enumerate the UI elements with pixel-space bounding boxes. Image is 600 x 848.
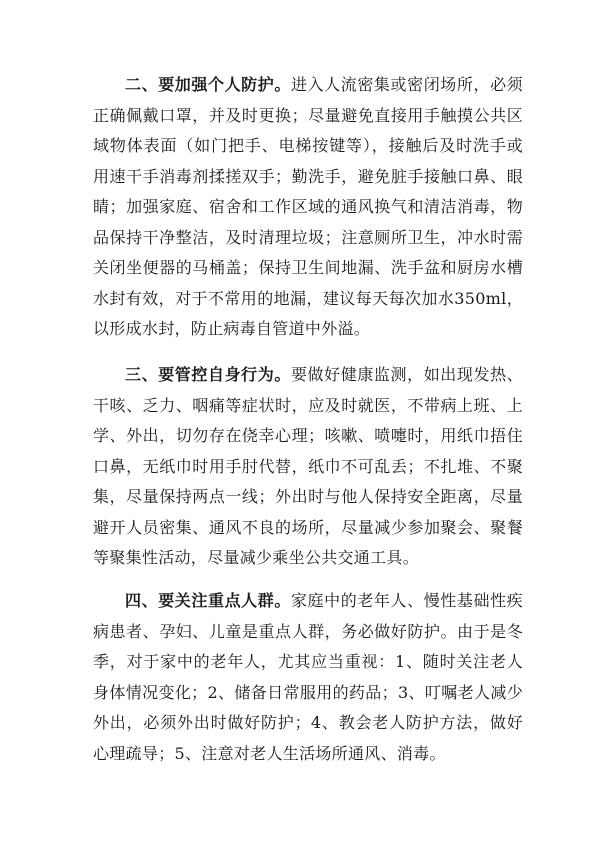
paragraph-body: 进入人流密集或密闭场所，必须正确佩戴口罩，并及时更换；尽量避免直接用手触摸公共区域物体表面（如门把手、电梯按键等），接触后及时洗手或用速干手消毒剂揉搓双手；勤洗手，避免脏手接触口鼻、眼睛；加强家庭、宿舍和工作区域的通风换气和清洁消毒，物品保持干净整洁，及时清理垃圾；注意厕所卫生，冲水时需关闭坐便器的马桶盖；保持卫生间地漏、洗手盆和厨房水槽水封有效，对于不常用的地漏，建议每天每次加水350ml，以形成水封，防止病毒自管道中外溢。 xyxy=(93,75,523,338)
paragraph-body: 家庭中的老年人、慢性基础性疾病患者、孕妇、儿童是重点人群，务必做好防护。由于是冬季，对于家中的老年人，尤其应当重视：1、随时关注老人身体情况变化；2、储备日常服用的药品；3、叮嘱老人减少外出，必须外出时做好防护；4、教会老人防护方法，做好心理疏导；5、注意对老人生活场所通风、消毒。 xyxy=(93,591,523,763)
paragraph-heading: 三、要管控自身行为。 xyxy=(125,365,291,384)
paragraph-heading: 四、要关注重点人群。 xyxy=(125,591,291,610)
paragraph-heading: 二、要加强个人防护。 xyxy=(125,75,291,94)
paragraph-self-behavior xyxy=(93,360,523,574)
paragraph-personal-protection xyxy=(93,70,523,345)
paragraph-key-groups xyxy=(93,586,523,769)
paragraph-body: 要做好健康监测，如出现发热、干咳、乏力、咽痛等症状时，应及时就医，不带病上班、上学、外出，切勿存在侥幸心理；咳嗽、喷嚏时，用纸巾捂住口鼻，无纸巾时用手肘代替，纸巾不可乱丢；不扎堆、不聚集，尽量保持两点一线；外出时与他人保持安全距离，尽量避开人员密集、通风不良的场所，尽量减少参加聚会、聚餐等聚集性活动，尽量减少乘坐公共交通工具。 xyxy=(93,365,523,567)
